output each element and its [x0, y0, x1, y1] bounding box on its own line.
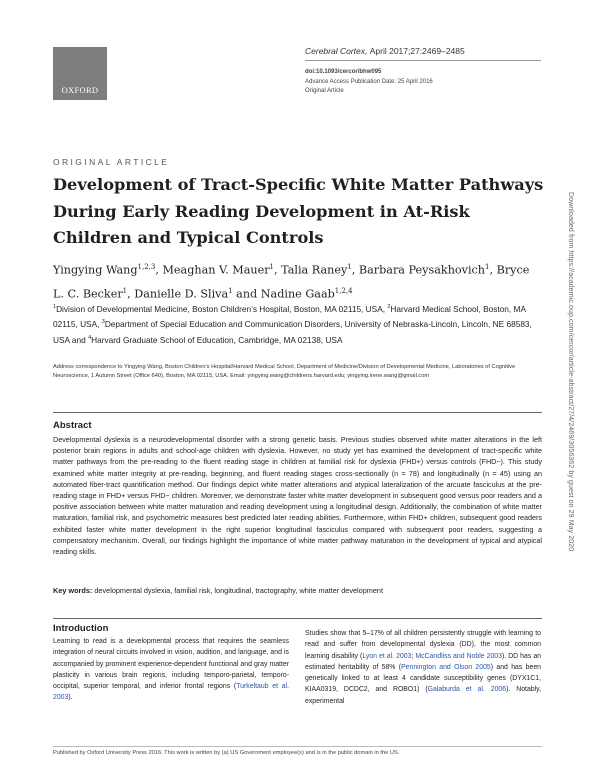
author-name: Talia Raney: [281, 263, 348, 277]
author-separator: ,: [127, 287, 135, 301]
author-affiliation-marker: 1: [122, 286, 128, 295]
abstract-heading: Abstract: [53, 420, 92, 431]
body-text: ).: [68, 694, 73, 702]
author-name: Danielle D. Sliva: [134, 287, 229, 301]
affiliation-text: Division of Developmental Medicine, Boston Children’s Hospital, Boston, MA 02115, USA,: [56, 303, 388, 314]
body-text: ;: [411, 652, 416, 660]
keywords-text: developmental dyslexia, familial risk, longitudinal, tractography, white matter development: [92, 586, 384, 595]
citation-link[interactable]: McCandliss and Noble 2003: [415, 652, 502, 660]
author-separator: and: [232, 287, 261, 301]
author-affiliation-marker: 1: [228, 286, 233, 295]
article-title: Development of Tract-Specific White Matter Pathways During Early Reading Development in At-Risk Children and Typical Controls: [53, 175, 544, 247]
introduction-left-column: [53, 636, 289, 704]
body-text: ) and has been genetically linked to at least 4 candidate susceptibility genes (DYX1C1, KIAA0319, DCDC2, and ROBO1) (: [305, 663, 541, 694]
affiliations: [53, 301, 543, 347]
introduction-heading: Introduction: [53, 623, 109, 634]
body-text: Studies show that 5–17% of all children persistently struggle with learning to read and suffer from developmental dyslexia (DD), the most common learning disability (: [305, 630, 541, 660]
article-type: Original Article: [305, 88, 344, 94]
affiliation-text: Department of Special Education and Communication Disorders, University of Nebraska-Lincoln, Lincoln, NE 68583, USA and: [53, 319, 532, 345]
journal-issue: April 2017;27:2469–2485: [369, 46, 465, 56]
publisher-logo: [53, 47, 107, 100]
author-affiliation-marker: 1,2,3: [137, 263, 156, 271]
citation-link[interactable]: Turkeltaub et al. 2003: [53, 683, 290, 702]
keywords: [53, 586, 542, 595]
author-affiliation-marker: 1: [269, 263, 275, 271]
affiliation-text: Harvard Medical School, Boston, MA 02115, USA,: [53, 303, 526, 330]
footer-license: Published by Oxford University Press 2016. This work is written by (a) US Government employee(s) and is in the public domain in the US.: [53, 750, 400, 756]
author-name: Barbara Peysakhovich: [358, 263, 486, 277]
affiliation-text: Harvard Graduate School of Education, Cambridge, MA 02138, USA: [91, 334, 343, 345]
abstract-body: Developmental dyslexia is a neurodevelopmental disorder with a strong genetic basis. Previous studies observed white matter alterations in the left posterior brain regions in adults and school-age children with dyslexia. However, no study yet has examined the development of tract-specific white matter pathways from the pre-reading to the fluent reading stage in children at familial risk for dyslexia (FHD+) versus controls (FHD−). This study examined white matter integrity at pre-reading, beginning, and fluent reading stages cross-sectionally (n = 78) and longitudinally (n = 45) using an automated fiber-tract quantification method. Our findings depict white matter alterations and atypical lateralization of the arcuate fasciculus at the pre-reading stage in FHD+ versus FHD− children. Moreover, we demonstrate faster white matter development in subsequent good versus poor readers and a positive association between white matter maturation and reading development using a longitudinal design. Additionally, the combination of white matter maturation, familial risk, and psychometric measures best predicted later reading abilities. Furthermore, within FHD+ children, subsequent good readers exhibited faster white matter development in the right superior longitudinal fasciculus compared with subsequent poor readers, suggesting a compensatory mechanism. Overall, our findings highlight the importance of white matter pathway maturation in the development of typical and atypical reading skills.: [53, 435, 542, 557]
author-affiliation-marker: 1: [485, 263, 490, 271]
correspondence: Address correspondence to Yingying Wang, Boston Children’s Hospital/Harvard Medical School, Department of Medicine/Division of Developmental Medicine, Laboratories of Cognitive Neuroscience, 1 Autumn Street (Office 640), Boston, MA 02115, USA. Email: yingying.wang@childrens.harvard.edu; yingying.irene.wang@gmail.com: [53, 364, 516, 380]
body-text: ). DD has an estimated heritability of 58% (: [305, 652, 541, 671]
advance-access-date: Advance Access Publication Date: 25 April 2016: [305, 78, 433, 85]
citation-link[interactable]: Lyon et al. 2003: [362, 652, 412, 660]
author-separator: ,: [489, 263, 497, 277]
header-rule: [305, 60, 541, 61]
section-label: ORIGINAL ARTICLE: [53, 157, 170, 167]
introduction-right-column: [305, 628, 541, 707]
author-separator: ,: [274, 263, 282, 277]
affiliation-number: 3: [101, 319, 105, 326]
journal-reference: [305, 46, 465, 56]
author-separator: ,: [155, 263, 163, 277]
author-list: [53, 257, 543, 304]
body-text: ). Notably, experimental: [305, 686, 542, 705]
footer-rule: [53, 746, 542, 747]
affiliation-number: 2: [387, 304, 391, 310]
article-meta: [305, 68, 433, 97]
body-text: Learning to read is a developmental process that requires the seamless integration of neural circuits involved in vision, audition, and language, and is accompanied by prominent experience-dependent functional and gray matter plasticity in various brain regions, including temporo-parietal, temporo-occipital, superior temporal, and inferior frontal regions (: [53, 638, 289, 691]
citation-link[interactable]: Pennington and Olson 2005: [401, 663, 491, 671]
doi-link[interactable]: doi:10.1093/cercor/bhw095: [305, 69, 382, 75]
journal-name: Cerebral Cortex,: [305, 46, 368, 56]
author-name: Yingying Wang: [53, 263, 138, 277]
download-notice: Downloaded from https://academic.oup.com/cercor/article-abstract/27/4/2469/3056362 by guest on 29 May 2020: [567, 192, 574, 552]
affiliation-number: 1: [53, 304, 57, 310]
author-name: Meaghan V. Mauer: [162, 263, 270, 277]
citation-link[interactable]: Galaburda et al. 2006: [427, 686, 507, 694]
author-affiliation-marker: 1: [347, 263, 352, 271]
author-name: Nadine Gaab: [260, 287, 335, 301]
keywords-label: Key words:: [53, 586, 93, 595]
author-affiliation-marker: 1,2,4: [334, 286, 353, 295]
author-separator: ,: [351, 263, 359, 277]
author-name: Bryce L. C. Becker: [53, 263, 530, 301]
affiliation-number: 4: [88, 334, 92, 341]
publisher-logo-text: OXFORD: [61, 85, 99, 95]
